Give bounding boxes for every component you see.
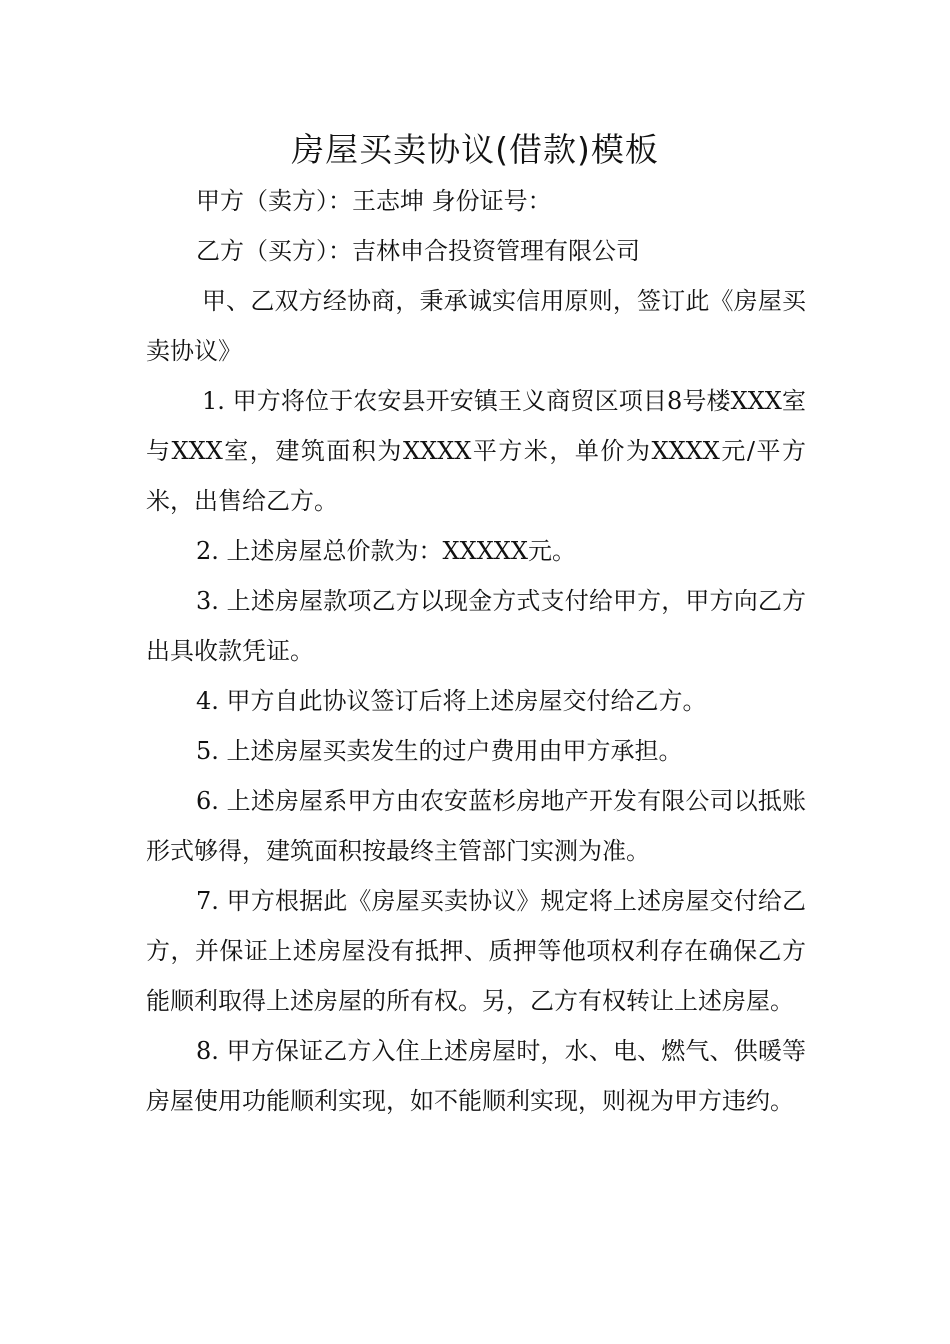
party-a-line: 甲方（卖方）：王志坤 身份证号： <box>196 187 552 215</box>
clause-5: 5. 上述房屋买卖发生的过户费用由甲方承担。 <box>196 737 683 765</box>
clause-2: 2. 上述房屋总价款为：XXXXX元。 <box>196 537 576 565</box>
preamble-paragraph: 甲、乙双方经协商，秉承诚实信用原则，签订此《房屋买卖协议》 <box>146 287 806 365</box>
document-body <box>146 176 806 1126</box>
clause-6: 6. 上述房屋系甲方由农安蓝杉房地产开发有限公司以抵账形式够得，建筑面积按最终主管部门实测为准。 <box>146 787 806 865</box>
clause-4: 4. 甲方自此协议签订后将上述房屋交付给乙方。 <box>196 687 707 715</box>
clause-7: 7. 甲方根据此《房屋买卖协议》规定将上述房屋交付给乙方，并保证上述房屋没有抵押、质押等他项权利存在确保乙方能顺利取得上述房屋的所有权。另，乙方有权转让上述房屋。 <box>146 887 806 1015</box>
clause-8: 8. 甲方保证乙方入住上述房屋时，水、电、燃气、供暖等房屋使用功能顺利实现，如不能顺利实现，则视为甲方违约。 <box>146 1037 806 1115</box>
party-b-line: 乙方（买方）：吉林申合投资管理有限公司 <box>196 237 640 265</box>
document-title: 房屋买卖协议(借款)模板 <box>291 130 659 169</box>
clause-3: 3. 上述房屋款项乙方以现金方式支付给甲方，甲方向乙方出具收款凭证。 <box>146 587 806 665</box>
clause-1: 1. 甲方将位于农安县开安镇王义商贸区项目8号楼XXX室与XXX室，建筑面积为XXXX平方米，单价为XXXX元/平方米，出售给乙方。 <box>146 387 806 515</box>
